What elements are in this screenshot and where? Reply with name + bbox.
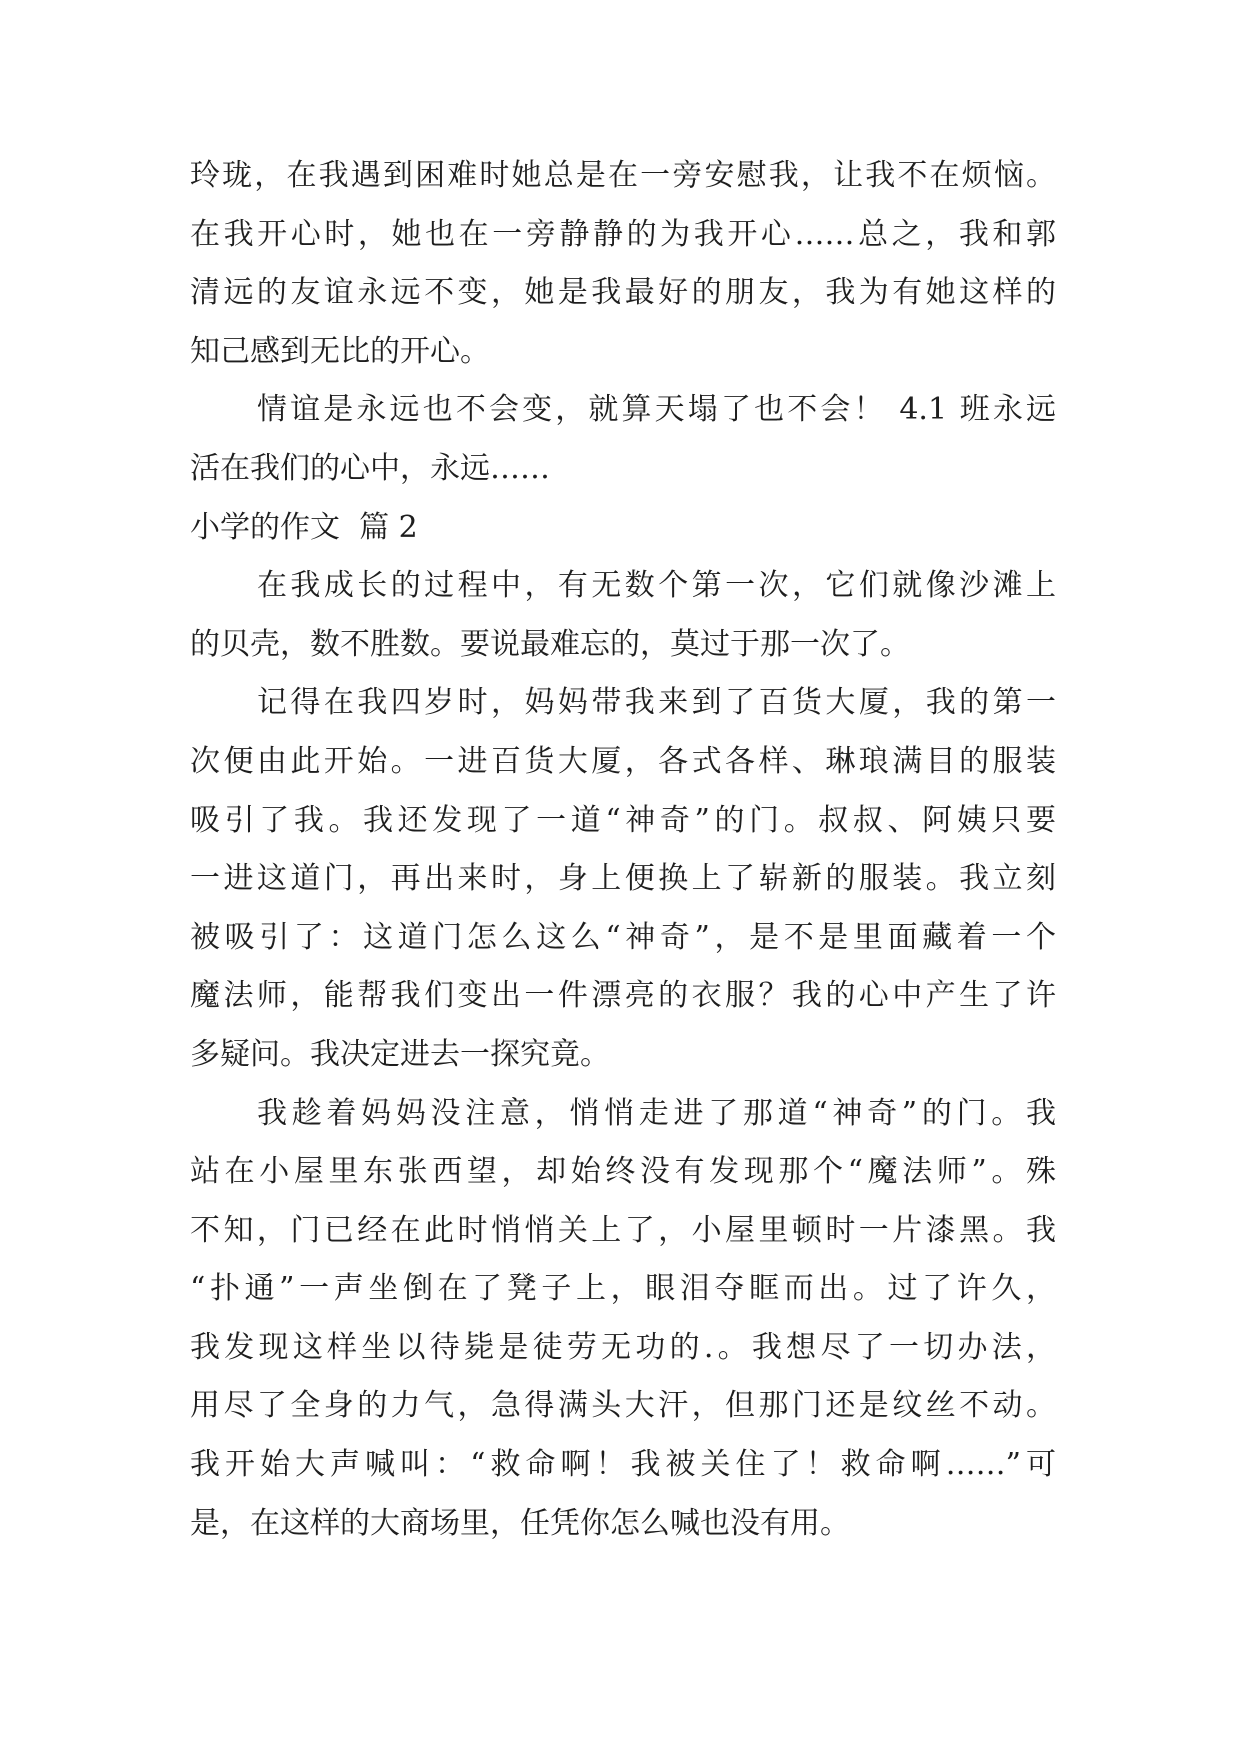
text-line: 魔法师，能帮我们变出一件漂亮的衣服？我的心中产生了许 [190, 978, 1056, 1014]
paragraph [190, 674, 1056, 1084]
text-line: 站在小屋里东张西望，却始终没有发现那个“魔法师”。殊 [190, 1154, 1056, 1190]
text-line: 我发现这样坐以待毙是徒劳无功的.。我想尽了一切办法， [190, 1329, 1056, 1365]
text-line: 多疑问。我决定进去一探究竟。 [190, 1036, 610, 1072]
paragraph [190, 557, 1056, 674]
text-line: 一进这道门，再出来时，身上便换上了崭新的服装。我立刻 [190, 861, 1056, 897]
text-line: 记得在我四岁时，妈妈带我来到了百货大厦，我的第一 [257, 685, 1056, 721]
text-line: “扑通”一声坐倒在了凳子上，眼泪夺眶而出。过了许久， [190, 1271, 1056, 1307]
text-line: 情谊是永远也不会变，就算天塌了也不会！ 4.1 班永远 [257, 392, 1056, 428]
text-line: 活在我们的心中，永远…… [190, 450, 550, 486]
text-line: 是，在这样的大商场里，任凭你怎么喊也没有用。 [190, 1505, 850, 1541]
paragraph [190, 1085, 1056, 1554]
text-line: 在我成长的过程中，有无数个第一次，它们就像沙滩上 [257, 568, 1056, 604]
paragraph [190, 147, 1056, 381]
text-line: 不知，门已经在此时悄悄关上了，小屋里顿时一片漆黑。我 [190, 1212, 1056, 1248]
text-line: 用尽了全身的力气，急得满头大汗，但那门还是纹丝不动。 [190, 1388, 1056, 1424]
text-line: 的贝壳，数不胜数。要说最难忘的，莫过于那一次了。 [190, 626, 910, 662]
text-line: 清远的友谊永远不变，她是我最好的朋友，我为有她这样的 [190, 275, 1056, 311]
text-line: 玲珑，在我遇到困难时她总是在一旁安慰我，让我不在烦恼。 [190, 158, 1056, 193]
document-page [190, 147, 1056, 1553]
text-line: 次便由此开始。一进百货大厦，各式各样、琳琅满目的服装 [190, 743, 1056, 779]
text-line: 我开始大声喊叫：“救命啊！我被关住了！救命啊……”可 [190, 1447, 1056, 1483]
text-line: 在我开心时，她也在一旁静静的为我开心……总之，我和郭 [190, 216, 1056, 252]
text-line: 我趁着妈妈没注意，悄悄走进了那道“神奇”的门。我 [257, 1095, 1056, 1131]
text-line: 知己感到无比的开心。 [190, 333, 490, 369]
text-line: 吸引了我。我还发现了一道“神奇”的门。叔叔、阿姨只要 [190, 802, 1056, 838]
paragraph [190, 381, 1056, 498]
section-heading: 小学的作文 篇 2 [190, 509, 418, 545]
text-line: 被吸引了：这道门怎么这么“神奇”，是不是里面藏着一个 [190, 919, 1056, 955]
